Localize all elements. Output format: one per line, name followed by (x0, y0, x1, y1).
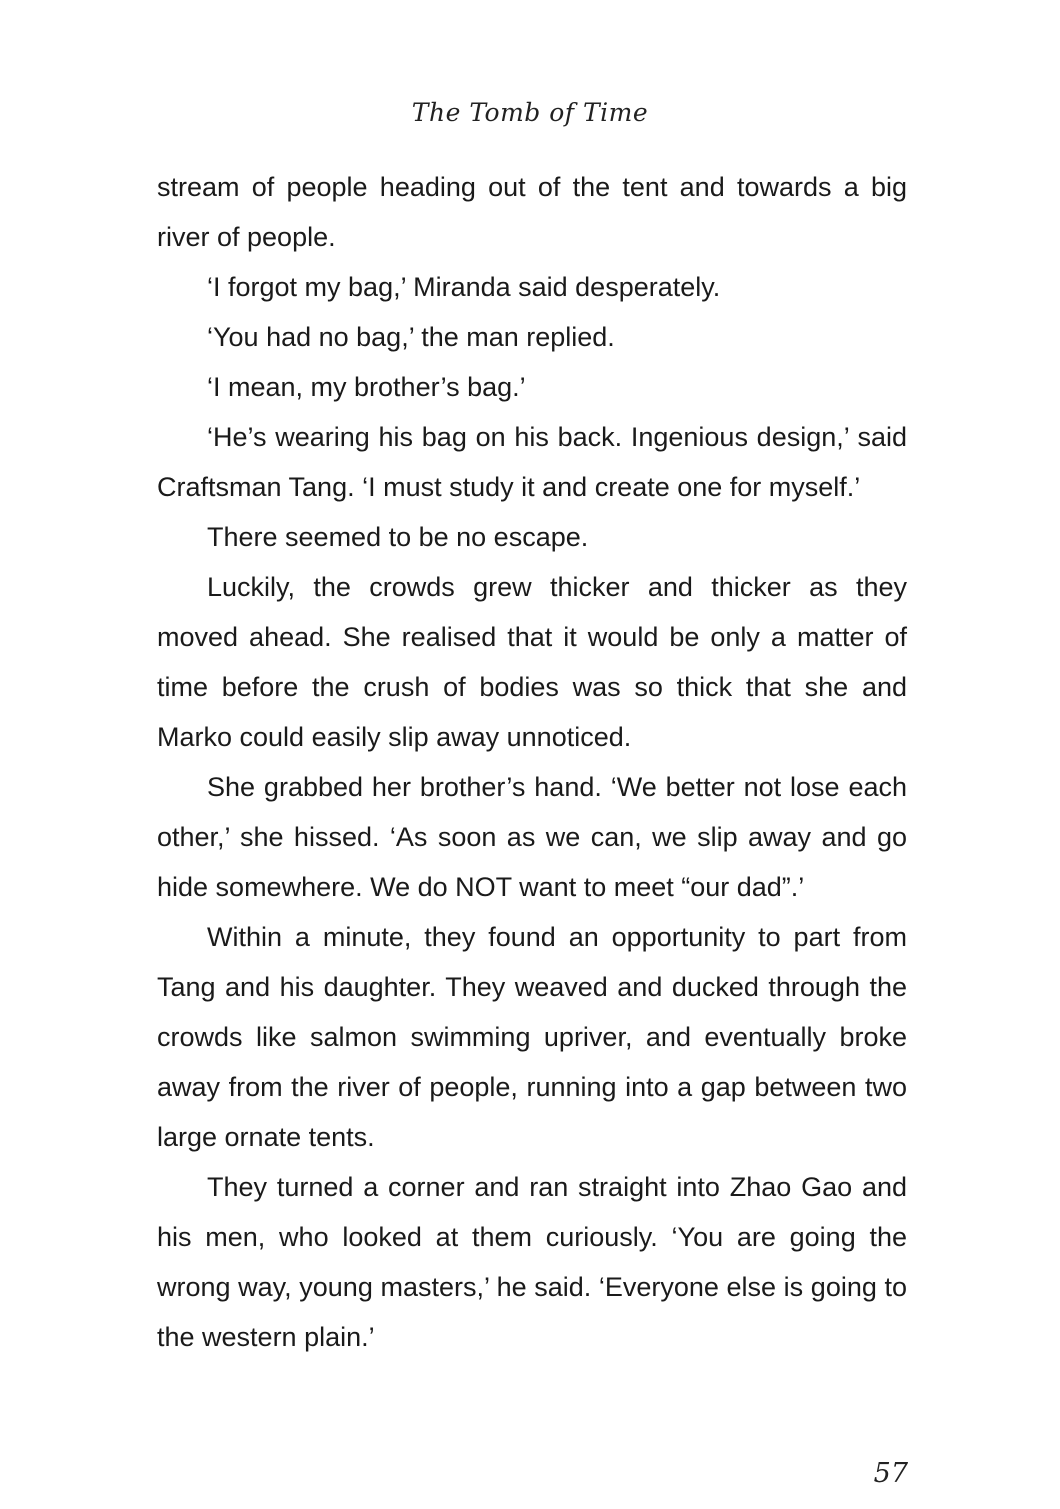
running-head-title: The Tomb of Time (411, 98, 649, 127)
paragraph: stream of people heading out of the tent and towards a big river of people. (157, 172, 907, 252)
paragraph: There seemed to be no escape. (207, 522, 589, 552)
paragraph: ‘You had no bag,’ the man replied. (207, 322, 615, 352)
paragraph: ‘I mean, my brother’s bag.’ (207, 372, 526, 402)
paragraph: Luckily, the crowds grew thicker and thicker as they moved ahead. She realised that it would be only a matter of time before the crush of bodies was so thick that she and Marko could easily slip away unnoticed. (157, 572, 907, 752)
paragraph: They turned a corner and ran straight into Zhao Gao and his men, who looked at them curiously. ‘You are going the wrong way, young masters,’ he said. ‘Everyone else is going to the western plain.’ (157, 1172, 907, 1352)
paragraph: She grabbed her brother’s hand. ‘We better not lose each other,’ she hissed. ‘As soon as we can, we slip away and go hide somewhere. We do NOT want to meet “our dad”.’ (157, 772, 907, 902)
paragraph: ‘I forgot my bag,’ Miranda said desperately. (207, 272, 721, 302)
body-text (157, 162, 907, 1362)
page-number: 57 (873, 1458, 908, 1489)
paragraph: ‘He’s wearing his bag on his back. Ingenious design,’ said Craftsman Tang. ‘I must study it and create one for myself.’ (157, 422, 907, 502)
paragraph: Within a minute, they found an opportunity to part from Tang and his daughter. They weaved and ducked through the crowds like salmon swimming upriver, and eventually broke away from the river of people, running into a gap between two large ornate tents. (157, 922, 907, 1152)
